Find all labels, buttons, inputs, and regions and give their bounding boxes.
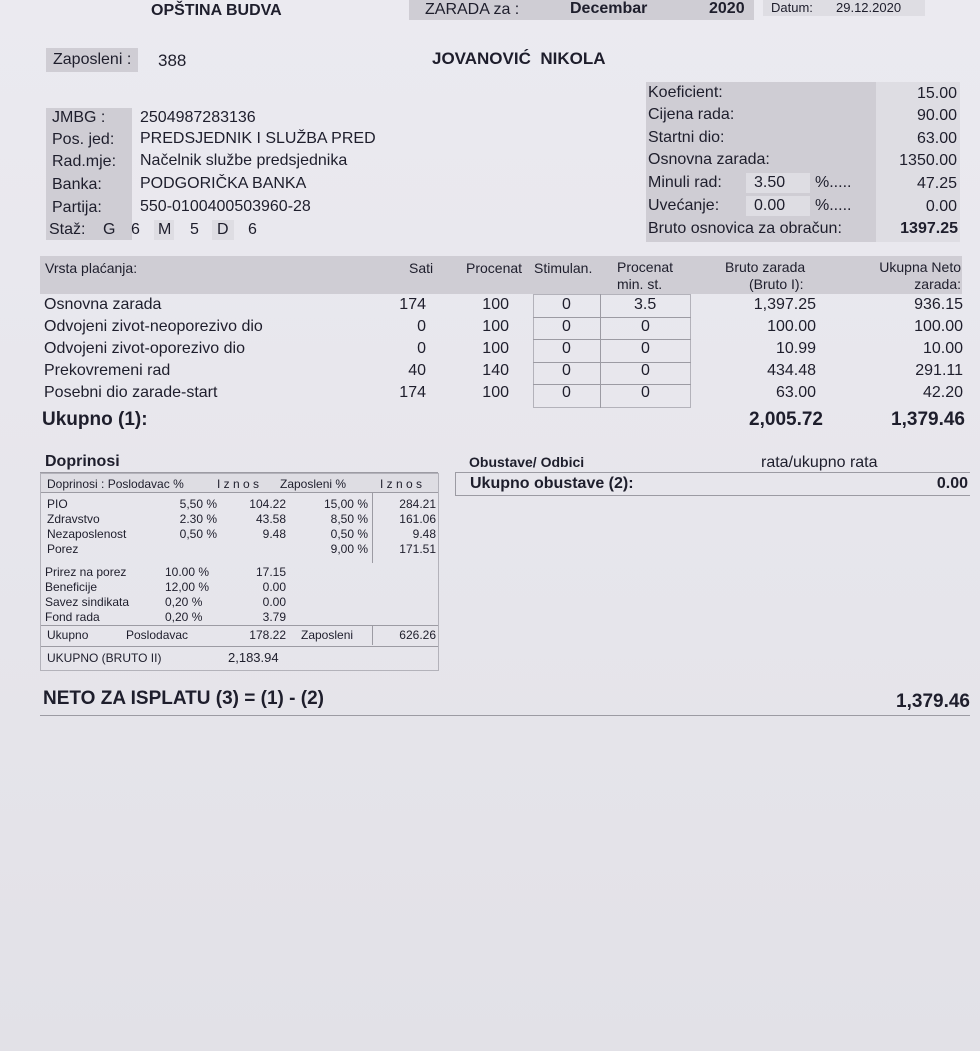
dop2-pct: 10.00 % <box>165 565 210 579</box>
neto-underline <box>40 715 970 716</box>
payment-name: Prekovremeni rad <box>44 362 171 379</box>
staz-d-value: 6 <box>248 221 257 238</box>
sati-header: Sati <box>409 260 434 276</box>
doprinosi-h-iznos1: I z n o s <box>217 477 260 491</box>
osnovna-value: 1350.00 <box>899 152 957 169</box>
payment-name: Odvojeni zivot-neoporezivo dio <box>44 318 263 335</box>
dop2-pct: 12,00 % <box>165 580 210 594</box>
payment-name: Osnovna zarada <box>44 296 162 313</box>
stim-min-divider <box>600 294 601 408</box>
payment-min: 0 <box>641 384 650 401</box>
dop-poslodavac-iznos: 43.58 <box>255 512 286 526</box>
payment-neto: 100.00 <box>914 318 963 335</box>
dop-zaposleni-total: 626.26 <box>399 628 436 642</box>
payment-min: 3.5 <box>634 296 657 313</box>
dop-ukupno-label: Ukupno <box>47 628 89 642</box>
minuli-label: Minuli rad: <box>648 174 722 191</box>
dop-zaposleni-iznos: 161.06 <box>399 512 436 526</box>
payment-stim: 0 <box>562 362 571 379</box>
koeficient-value: 15.00 <box>916 85 957 102</box>
payment-stim: 0 <box>562 296 571 313</box>
dop-zaposleni-pct: 0,50 % <box>330 527 368 541</box>
dop2-name: Prirez na porez <box>45 565 127 579</box>
payment-procenat: 100 <box>482 318 509 335</box>
dop2-name: Beneficije <box>45 580 98 594</box>
procenat-header: Procenat <box>466 260 523 276</box>
partija-label: Partija: <box>52 199 102 216</box>
uvecanje-label: Uvećanje: <box>648 197 720 214</box>
obustave-total: 0.00 <box>936 475 968 492</box>
payment-bruto: 100.00 <box>767 318 816 335</box>
jmbg-label: JMBG : <box>52 109 106 126</box>
uvecanje-pct: 0.00 <box>754 197 786 214</box>
bruto2-top-line <box>41 646 438 647</box>
minuli-pct: 3.50 <box>754 174 786 191</box>
payment-procenat: 100 <box>482 340 509 357</box>
staz-m-label: M <box>158 221 172 238</box>
doprinosi-title: Doprinosi <box>45 453 120 470</box>
payment-stim: 0 <box>562 318 571 335</box>
dop-name: Porez <box>47 542 79 556</box>
neto-label: NETO ZA ISPLATU (3) = (1) - (2) <box>43 688 324 709</box>
payment-bruto: 63.00 <box>775 384 816 401</box>
obustave-total-label: Ukupno obustave (2): <box>470 475 634 492</box>
dop2-iznos: 17.15 <box>255 565 286 579</box>
dop-name: Zdravstvo <box>47 512 100 526</box>
ukupno-1-label: Ukupno (1): <box>42 409 148 430</box>
doprinosi-h-iznos2: I z n o s <box>380 477 423 491</box>
neto-header: Ukupna Neto <box>879 259 961 275</box>
grid-line-4 <box>533 384 691 385</box>
stim-min-grid <box>533 294 691 408</box>
payment-neto: 936.15 <box>914 296 963 313</box>
cijena-label: Cijena rada: <box>648 106 735 123</box>
grid-line-3 <box>533 362 691 363</box>
stimulan-header: Stimulan. <box>534 260 593 276</box>
payment-bruto: 10.99 <box>775 340 816 357</box>
neto-header-2: zarada: <box>914 276 961 292</box>
procenat-min-header-2: min. st. <box>617 276 663 292</box>
ukupno-top-line <box>41 625 438 626</box>
payment-sati: 0 <box>417 318 426 335</box>
bruto-value: 1397.25 <box>900 220 958 237</box>
doprinosi-h-zap: Zaposleni % <box>280 477 347 491</box>
bruto-label: Bruto osnovica za obračun: <box>648 220 842 237</box>
payment-neto: 10.00 <box>922 340 963 357</box>
obustave-line-top <box>455 472 970 473</box>
month-value: Decembar <box>570 0 648 17</box>
doprinosi-header-line <box>41 492 438 493</box>
jmbg-value: 2504987283136 <box>140 109 256 126</box>
staz-m-value: 5 <box>190 221 199 238</box>
dop-zaposleni-iznos: 171.51 <box>399 542 436 556</box>
bruto2-label: UKUPNO (BRUTO II) <box>47 651 162 665</box>
zarada-label: ZARADA za : <box>425 1 520 18</box>
employee-number: 388 <box>158 51 187 70</box>
dop2-pct: 0,20 % <box>165 610 203 624</box>
minuli-unit: %..... <box>815 174 852 191</box>
dop2-pct: 0,20 % <box>165 595 203 609</box>
bruto-header-2: (Bruto I): <box>749 276 804 292</box>
ukupno-neto: 1,379.46 <box>891 409 965 430</box>
ukupno-bruto: 2,005.72 <box>749 409 823 430</box>
payment-sati: 174 <box>399 384 426 401</box>
partija-value: 550-0100400503960-28 <box>140 198 311 215</box>
municipality-title: OPŠTINA BUDVA <box>151 2 282 19</box>
dop-zaposleni-label: Zaposleni <box>301 628 354 642</box>
payment-procenat: 100 <box>482 384 509 401</box>
vrsta-header: Vrsta plaćanja: <box>45 260 138 276</box>
dop2-iznos: 3.79 <box>262 610 286 624</box>
datum-label: Datum: <box>771 0 813 15</box>
grid-line-2 <box>533 339 691 340</box>
payment-name: Odvojeni zivot-oporezivo dio <box>44 340 245 357</box>
koeficient-label: Koeficient: <box>648 84 723 101</box>
doprinosi-col-line <box>372 493 373 563</box>
dop-poslodavac-label: Poslodavac <box>126 628 189 642</box>
grid-line-1 <box>533 317 691 318</box>
dop2-iznos: 0.00 <box>262 580 286 594</box>
payment-bruto: 1,397.25 <box>753 296 816 313</box>
staz-label: Staž: <box>49 221 86 238</box>
obustave-line-bottom <box>455 495 970 496</box>
payment-name: Posebni dio zarade-start <box>44 384 218 401</box>
staz-g-value: 6 <box>131 221 140 238</box>
procenat-min-header: Procenat <box>617 259 674 275</box>
payment-bruto: 434.48 <box>767 362 816 379</box>
bruto-header: Bruto zarada <box>725 259 806 275</box>
radmje-label: Rad.mje: <box>52 153 117 170</box>
dop2-name: Fond rada <box>45 610 100 624</box>
uvecanje-value: 0.00 <box>925 198 957 215</box>
staz-d-label: D <box>217 221 229 238</box>
dop-name: Nezaposlenost <box>47 527 127 541</box>
dop-zaposleni-pct: 9,00 % <box>330 542 368 556</box>
neto-value: 1,379.46 <box>896 691 970 712</box>
dop2-name: Savez sindikata <box>45 595 130 609</box>
payment-min: 0 <box>641 362 650 379</box>
payment-neto: 291.11 <box>915 362 963 379</box>
staz-g-label: G <box>103 221 116 238</box>
obustave-line-left <box>455 472 456 496</box>
year-value: 2020 <box>709 0 745 17</box>
radmje-value: Načelnik službe predsjednika <box>140 152 348 169</box>
payment-stim: 0 <box>562 340 571 357</box>
minuli-value: 47.25 <box>916 175 957 192</box>
dop-zaposleni-iznos: 9.48 <box>412 527 436 541</box>
dop-zaposleni-iznos: 284.21 <box>399 497 436 511</box>
startni-label: Startni dio: <box>648 129 725 146</box>
datum-value: 29.12.2020 <box>836 0 902 15</box>
payment-procenat: 140 <box>482 362 509 379</box>
payment-stim: 0 <box>562 384 571 401</box>
dop-name: PIO <box>47 497 68 511</box>
osnovna-label: Osnovna zarada: <box>648 151 770 168</box>
payment-min: 0 <box>641 318 650 335</box>
dop-poslodavac-iznos: 9.48 <box>262 527 286 541</box>
obustave-title: Obustave/ Odbici <box>469 454 585 470</box>
posjed-label: Pos. jed: <box>52 131 115 148</box>
dop-poslodavac-pct: 5,50 % <box>179 497 217 511</box>
bruto2-value: 2,183.94 <box>228 650 279 665</box>
banka-label: Banka: <box>52 176 102 193</box>
dop-zaposleni-pct: 8,50 % <box>330 512 368 526</box>
banka-value: PODGORIČKA BANKA <box>140 175 307 192</box>
payment-sati: 0 <box>417 340 426 357</box>
employee-name: JOVANOVIĆ NIKOLA <box>432 49 606 68</box>
rata-label: rata/ukupno rata <box>761 454 878 471</box>
payment-sati: 40 <box>408 362 426 379</box>
payment-procenat: 100 <box>482 296 509 313</box>
cijena-value: 90.00 <box>916 107 957 124</box>
ukupno-col-line <box>372 625 373 645</box>
dop-poslodavac-pct: 0,50 % <box>179 527 217 541</box>
dop-poslodavac-iznos: 104.22 <box>249 497 286 511</box>
doprinosi-h-label: Doprinosi : Poslodavac % <box>47 477 184 491</box>
startni-value: 63.00 <box>916 130 957 147</box>
posjed-value: PREDSJEDNIK I SLUŽBA PRED <box>140 130 376 147</box>
payment-min: 0 <box>641 340 650 357</box>
payment-neto: 42.20 <box>922 384 963 401</box>
dop-poslodavac-pct: 2.30 % <box>179 512 217 526</box>
zaposleni-label: Zaposleni : <box>53 51 132 68</box>
uvecanje-unit: %..... <box>815 197 852 214</box>
payment-sati: 174 <box>399 296 426 313</box>
dop-zaposleni-pct: 15,00 % <box>323 497 368 511</box>
dop2-iznos: 0.00 <box>262 595 286 609</box>
dop-poslodavac-total: 178.22 <box>249 628 286 642</box>
